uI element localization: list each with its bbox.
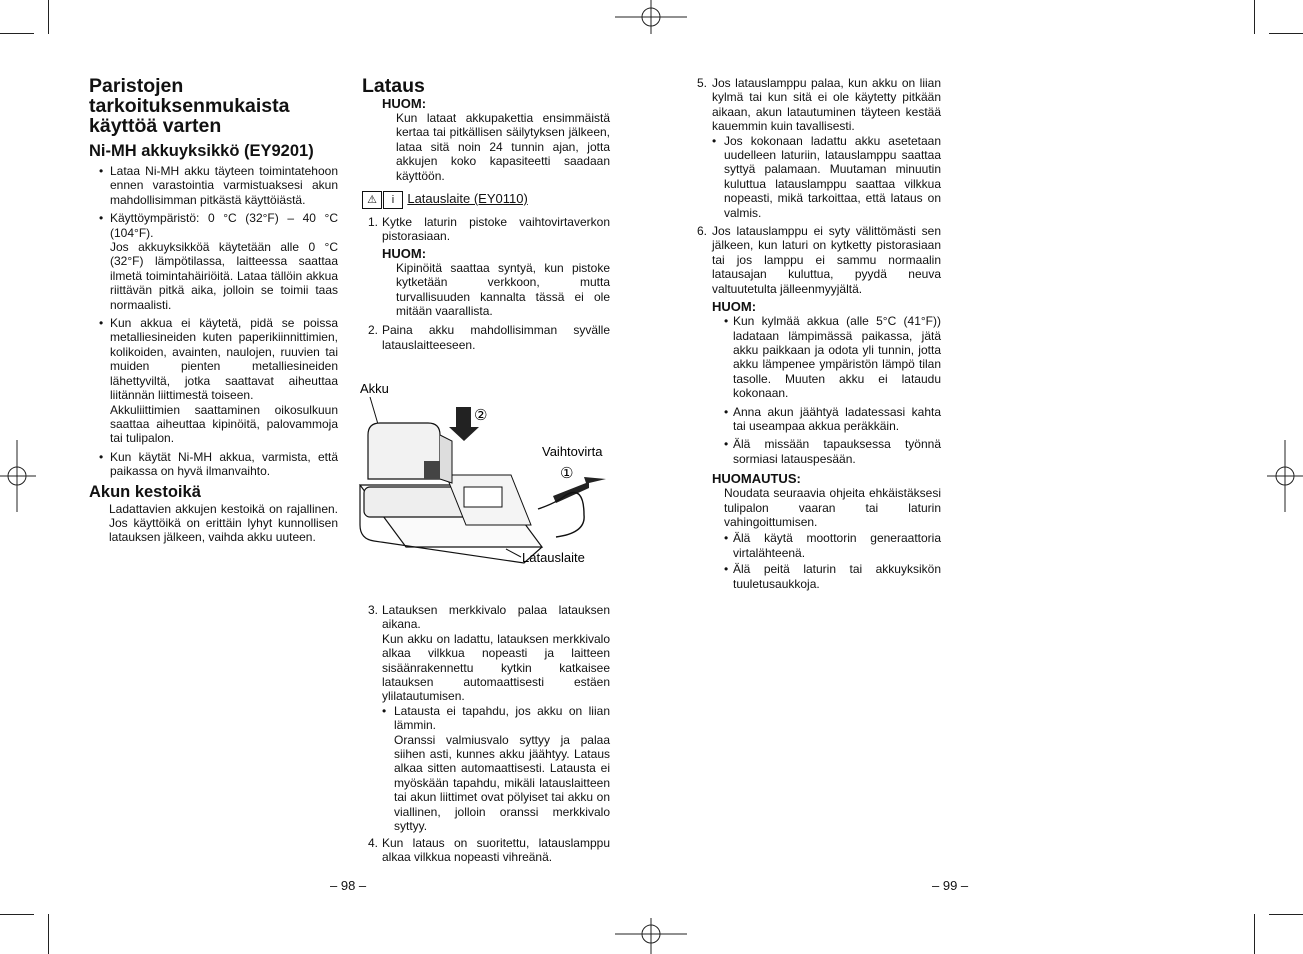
list-item: • Jos kokonaan ladattu akku asetetaan uudelleen laturiin, latauslamppu saattaa syttyä palamaan. Muutaman minuutin kuluttua latauslamppu saattaa vilkkua nopeasti, mikä tarkoittaa, että lataus on valmis.	[712, 134, 941, 220]
page-number: – 98 –	[330, 878, 367, 893]
paragraph: Oranssi valmiusvalo syttyy ja palaa siihen asti, kunnes akku jäähtyy. Lataus alkaa sitten automaattisesti. Latausta ei myöskään tapahdu, mikäli latauslaitteen tai akun liittimet ovat pölyiset tai akku on viallinen, jolloin oranssi merkkivalo syttyy.	[394, 732, 610, 834]
subsection-title: Akun kestoikä	[89, 482, 201, 501]
step-item: 6. Jos latauslamppu ei syty välittömästi sen jälkeen, kun laturi on kytketty pistorasiaan tai jos lamppu ei sammu normaalin latausajan kuluttua, pyydä neuva valtuutetulta jälleenmyyjältä.	[697, 224, 941, 296]
left-column	[89, 76, 338, 545]
warning-icon: ⚠	[362, 191, 382, 209]
list-item: • Anna akun jäähtyä ladatessasi kahta tai useampaa akkua peräkkäin.	[724, 405, 941, 434]
note-label: HUOMAUTUS:	[712, 471, 801, 487]
right-column	[697, 76, 941, 591]
registration-mark-left	[0, 440, 36, 512]
paragraph: Noudata seuraavia ohjeita ehkäistäksesi tulipalon vaaran tai laturin vahingoittumisen.	[724, 486, 941, 529]
device-heading: ⚠ i Latauslaite (EY0110)	[362, 191, 610, 209]
registration-mark-bottom	[615, 918, 687, 954]
list-item: • Latausta ei tapahdu, jos akku on liian lämmin. Oranssi valmiusvalo syttyy ja palaa siihen asti, kunnes akku jäähtyy. Lataus alkaa sitten automaattisesti. Latausta ei myöskään tapahdu, mikäli latauslaitteen tai akun liittimet ovat pölyiset tai akku on viallinen, jolloin oranssi merkkivalo syttyy.	[382, 704, 610, 834]
crop-mark	[1254, 0, 1255, 34]
list-item: • Lataa Ni-MH akku täyteen toimintatehoon ennen varastointia varmistuaksesi akun mahdollisimman pitkästä käyttöiästä.	[99, 164, 338, 207]
middle-column	[362, 76, 610, 352]
section-title: Lataus	[362, 75, 425, 97]
step-item: 3. Latauksen merkkivalo palaa latauksen aikana. Kun akku on ladattu, latauksen merkkivalo alkaa vilkkua nopeasti ja laitteen sisäänrakennettu kytkin katkaisee latauksen automaattisesti estäen ylilatautumisen.	[368, 603, 610, 704]
paragraph: Ladattavien akkujen kestoikä on rajallinen. Jos käyttöikä on erittäin lyhyt kunnollisen latauksen jälkeen, vaihda akku uuteen.	[109, 501, 338, 545]
info-icon: i	[383, 191, 403, 209]
crop-mark	[48, 0, 49, 34]
figure-label-vaihtovirta: Vaihtovirta	[542, 444, 603, 459]
note-label: HUOM:	[382, 96, 427, 111]
list-item: • Käyttöympäristö: 0 °C (32°F) – 40 °C (104°F). Jos akkuyksikköä käytetään alle 0 °C (32°F) lämpötilassa, laitteessa saattaa ilmetä toimintahäiriöitä. Lataa tällöin akkua riittävän pitkä aika, jolloin se toimii taas normaalisti.	[99, 211, 338, 312]
step-item: 1. Kytke laturin pistoke vaihtovirtaverkon pistorasiaan.	[368, 215, 610, 244]
step-item: 2. Paina akku mahdollisimman syvälle latauslaitteeseen.	[368, 323, 610, 352]
subsection-title: Ni-MH akkuyksikkö (EY9201)	[89, 142, 314, 160]
registration-mark-right	[1267, 440, 1303, 512]
figure-mark-1: ①	[560, 464, 574, 482]
crop-mark	[0, 914, 34, 915]
list-item: • Älä käytä moottorin generaattoria virtalähteenä.	[724, 531, 941, 560]
note-label: HUOM:	[712, 299, 757, 315]
paragraph: Kun lataat akkupakettia ensimmäistä kertaa tai pitkällisen säilytyksen jälkeen, lataa sitä noin 24 tunnin ajan, jotta akkujen koko kapasiteetti saadaan käyttöön.	[396, 111, 610, 183]
figure-label-akku: Akku	[360, 381, 389, 396]
section-title: Paristojen tarkoituksenmukaista käyttöä varten	[89, 75, 290, 137]
step-item: 4. Kun lataus on suoritettu, latauslamppu alkaa vilkkua nopeasti vihreänä.	[368, 835, 610, 864]
note-label: HUOM:	[382, 245, 427, 261]
crop-mark	[0, 33, 34, 34]
step-item: 5. Jos latauslamppu palaa, kun akku on liian kylmä tai kun sitä ei ole käytetty pitkään aikaan, akun latautuminen täyteen kestää kauemmin kuin tavallisesti.	[697, 76, 941, 134]
crop-mark	[1269, 33, 1303, 34]
paragraph: Akkuliittimien saattaminen oikosulkuun saattaa aiheuttaa kipinöitä, palovammoja tai tulipalon.	[110, 402, 338, 446]
middle-column-lower	[362, 603, 610, 864]
crop-mark	[1254, 914, 1255, 954]
crop-mark	[1269, 914, 1303, 915]
paragraph: Jos akkuyksikköä käytetään alle 0 °C (32°F) lämpötilassa, laitteessa saattaa ilmetä toimintahäiriöitä. Lataa tällöin akkua riittävän pitkä aika, jolloin se toimii taas normaalisti.	[110, 240, 338, 312]
list-item: • Kun käytät Ni-MH akkua, varmista, että paikassa on hyvä ilmanvaihto.	[99, 450, 338, 479]
figure-label-latauslaite: Latauslaite	[522, 550, 585, 565]
registration-mark-top	[615, 0, 687, 40]
crop-mark	[48, 914, 49, 954]
paragraph: Kipinöitä saattaa syntyä, kun pistoke kytketään verkkoon, mutta turvallisuuden kannalta tässä ei ole mitään vaarallista.	[396, 260, 610, 319]
charger-illustration	[356, 375, 618, 590]
figure-mark-2: ②	[474, 406, 488, 424]
list-item: • Älä peitä laturin tai akkuyksikön tuuletusaukkoja.	[724, 562, 941, 591]
page-number: – 99 –	[932, 878, 969, 893]
list-item: • Kun akkua ei käytetä, pidä se poissa metalliesineiden kuten paperikiinnittimien, kolikoiden, avainten, naulojen, ruuvien tai muiden pienten metalliesineiden lähettyviltä, jotka saattavat aiheuttaa liitännän liittimestä toiseen. Akkuliittimien saattaminen oikosulkuun saattaa aiheuttaa kipinöitä, palovammoja tai tulipalon.	[99, 316, 338, 446]
list-item: • Älä missään tapauksessa työnnä sormiasi latauspesään.	[724, 437, 941, 466]
list-item: • Kun kylmää akkua (alle 5°C (41°F)) ladataan lämpimässä paikassa, jätä akku paikkaan ja odota yli tunnin, jotta akku lämpenee ympäristön lämpö tilan tasolle. Muuten akku ei lataudu kokonaan.	[724, 314, 941, 400]
paragraph: Kun akku on ladattu, latauksen merkkivalo alkaa vilkkua nopeasti ja laitteen sisäänrakennettu kytkin katkaisee latauksen automaattisesti estäen ylilatautumisen.	[382, 631, 610, 704]
